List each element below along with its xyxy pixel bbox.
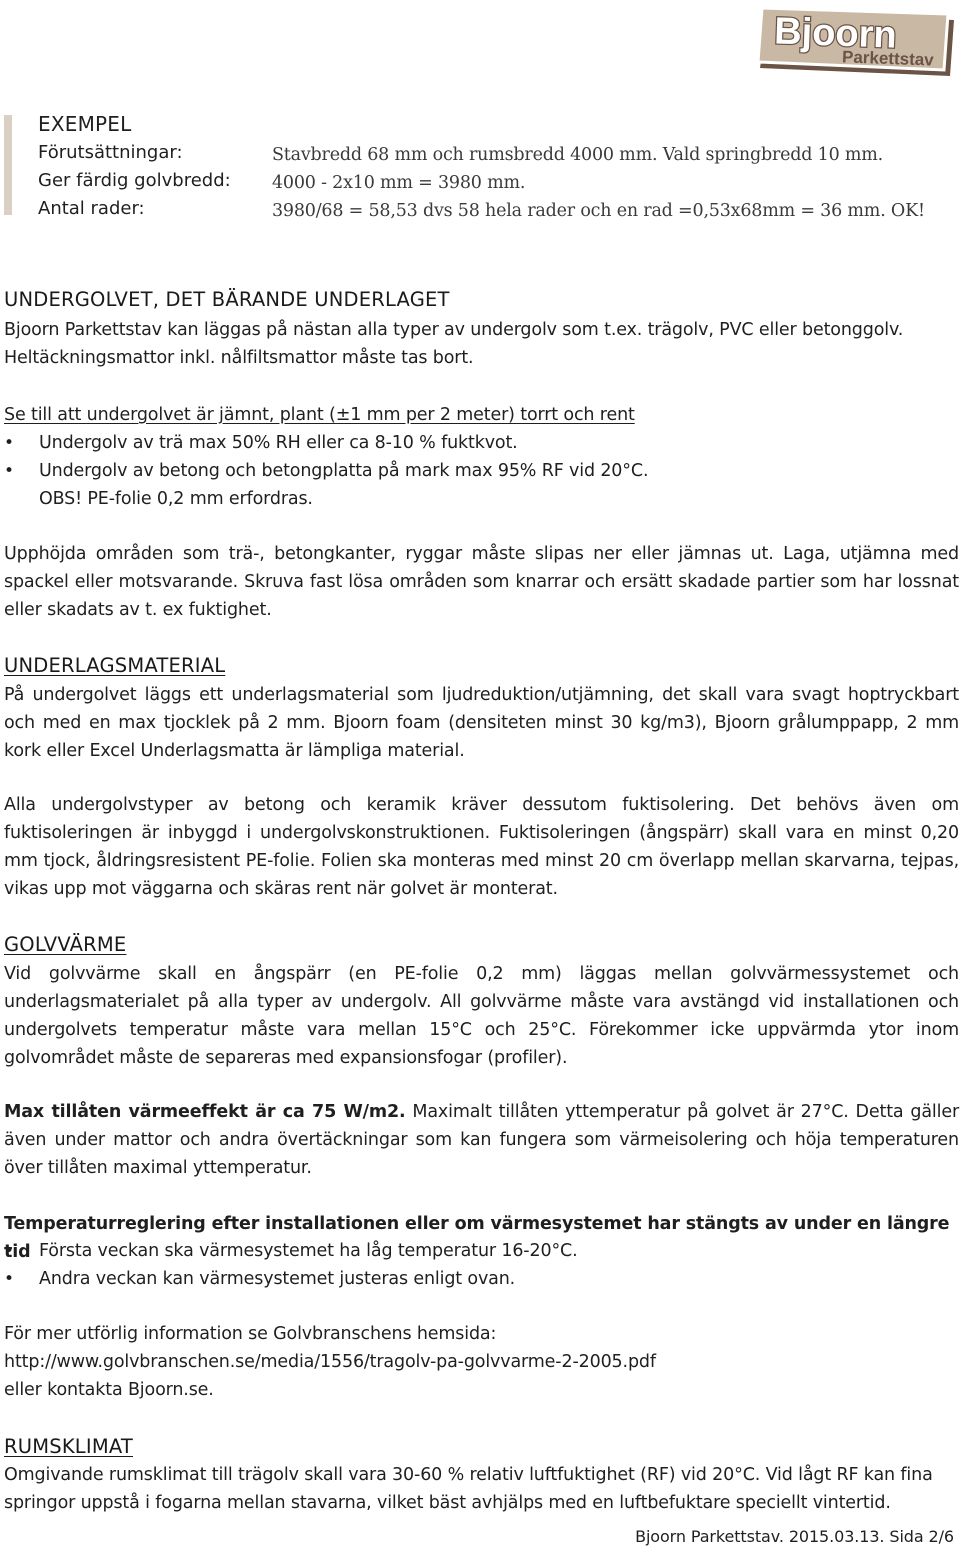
underlag-heading: UNDERLAGSMATERIAL [4,654,226,677]
golvvarme-paragraph-2 [4,1098,959,1182]
example-value-floor-width: 4000 - 2x10 mm = 3980 mm. [272,173,526,193]
rumsklimat-paragraph: Omgivande rumsklimat till trägolv skall vara 30-60 % relativ luftfuktighet (RF) vid 20°C. Vid lågt RF kan fina springor uppstå i fogarna mellan stavarna, vilket bäst avhjälps med en luftbefuktare speciellt vintertid. [4,1465,933,1513]
example-label-premises: Förutsättningar: [38,142,183,163]
obs-note: OBS! PE-folie 0,2 mm erfordras. [39,489,313,509]
max-effect-rest: Maximalt tillåten yttemperatur på golvet är 27°C. Detta gäller även under mattor och andra övertäckningar som kan fungera som värmeisolering och höja temperaturen över tillåten maximal yttemperatur. [4,1102,959,1178]
golvvarme-paragraph-1: Vid golvvärme skall en ångspärr (en PE-folie 0,2 mm) läggas mellan golvvärmessystemet och underlagsmaterialet på alla typer av undergolv. All golvvärme måste vara avstängd vid installationen och undergolvets temperatur måste vara mellan 15°C och 25°C. Förekommer icke uppvärmda ytor inom golvområdet måste de separeras med expansionsfogar (profiler). [4,964,959,1068]
rumsklimat-heading: RUMSKLIMAT [4,1435,133,1458]
bjoorn-logo [758,4,956,78]
golvvarme-bullets [4,1237,944,1293]
max-effect-bold: Max tillåten värmeeffekt är ca 75 W/m2. [4,1102,406,1122]
example-label-rows: Antal rader: [38,198,145,219]
logo-brand: Bjoorn [773,10,898,57]
example-label-floor-width: Ger färdig golvbredd: [38,170,231,191]
logo-sub: Parkettstav [841,47,935,70]
underlag-paragraph-2: Alla undergolvstyper av betong och keramik kräver dessutom fuktisolering. Det behövs även om fuktisoleringen är inbyggd i undergolvskonstruktionen. Fuktisoleringen (ångspärr) skall vara en minst 0,20 mm tjock, åldringsresistent PE-folie. Folien ska monteras med minst 20 cm överlapp mellan skarvarna, tejpas, vikas upp mot väggarna och skäras rent när golvet är monterat. [4,795,959,899]
underlag-paragraph-1: På undergolvet läggs ett underlagsmaterial som ljudreduktion/utjämning, det skall vara svagt hoptryckbart och med en max tjocklek på 2 mm. Bjoorn foam (densiteten minst 30 kg/m3), Bjoorn grålumppapp, 2 mm kork eller Excel Underlagsmatta är lämpliga material. [4,685,959,761]
undergolv-paragraph: Upphöjda områden som trä-, betongkanter, ryggar måste slipas ner eller jämnas ut. Laga, utjämna med spackel eller motsvarande. Skruva fast lösa områden som knarrar och ersätt skadade partier som har lossnat eller skadats av t. ex fuktighet. [4,544,959,620]
list-item: • Undergolv av betong och betongplatta på mark max 95% RF vid 20°C. [4,457,944,485]
undergolv-line2: Heltäckningsmattor inkl. nålfiltsmattor måste tas bort. [4,348,474,368]
undergolv-line1: Bjoorn Parkettstav kan läggas på nästan alla typer av undergolv som t.ex. trägolv, PVC eller betonggolv. [4,320,904,340]
undergolv-subheading: Se till att undergolvet är jämnt, plant (±1 mm per 2 meter) torrt och rent [4,405,635,425]
example-accent-bar [4,115,12,215]
golvvarme-subheading: Temperaturreglering efter installationen eller om värmesystemet har stängts av under en längre tid [4,1214,950,1262]
list-item: • Andra veckan kan värmesystemet justeras enligt ovan. [4,1265,944,1293]
page-footer: Bjoorn Parkettstav. 2015.03.13. Sida 2/6 [635,1527,954,1546]
list-item: • Första veckan ska värmesystemet ha låg temperatur 16-20°C. [4,1237,944,1265]
list-item: • Undergolv av trä max 50% RH eller ca 8-10 % fuktkvot. [4,429,944,457]
undergolv-bullets [4,429,944,513]
example-value-premises: Stavbredd 68 mm och rumsbredd 4000 mm. Vald springbredd 10 mm. [272,145,884,165]
golvvarme-info-line3: eller kontakta Bjoorn.se. [4,1380,214,1400]
example-title: EXEMPEL [38,112,132,136]
golvvarme-info-line1: För mer utförlig information se Golvbranschens hemsida: [4,1324,497,1344]
golvvarme-heading: GOLVVÄRME [4,933,127,956]
example-value-rows: 3980/68 = 58,53 dvs 58 hela rader och en rad =0,53x68mm = 36 mm. OK! [272,201,925,221]
undergolv-heading: UNDERGOLVET, DET BÄRANDE UNDERLAGET [4,288,450,311]
golvbranschen-link[interactable]: http://www.golvbranschen.se/media/1556/tragolv-pa-golvvarme-2-2005.pdf [4,1352,656,1372]
